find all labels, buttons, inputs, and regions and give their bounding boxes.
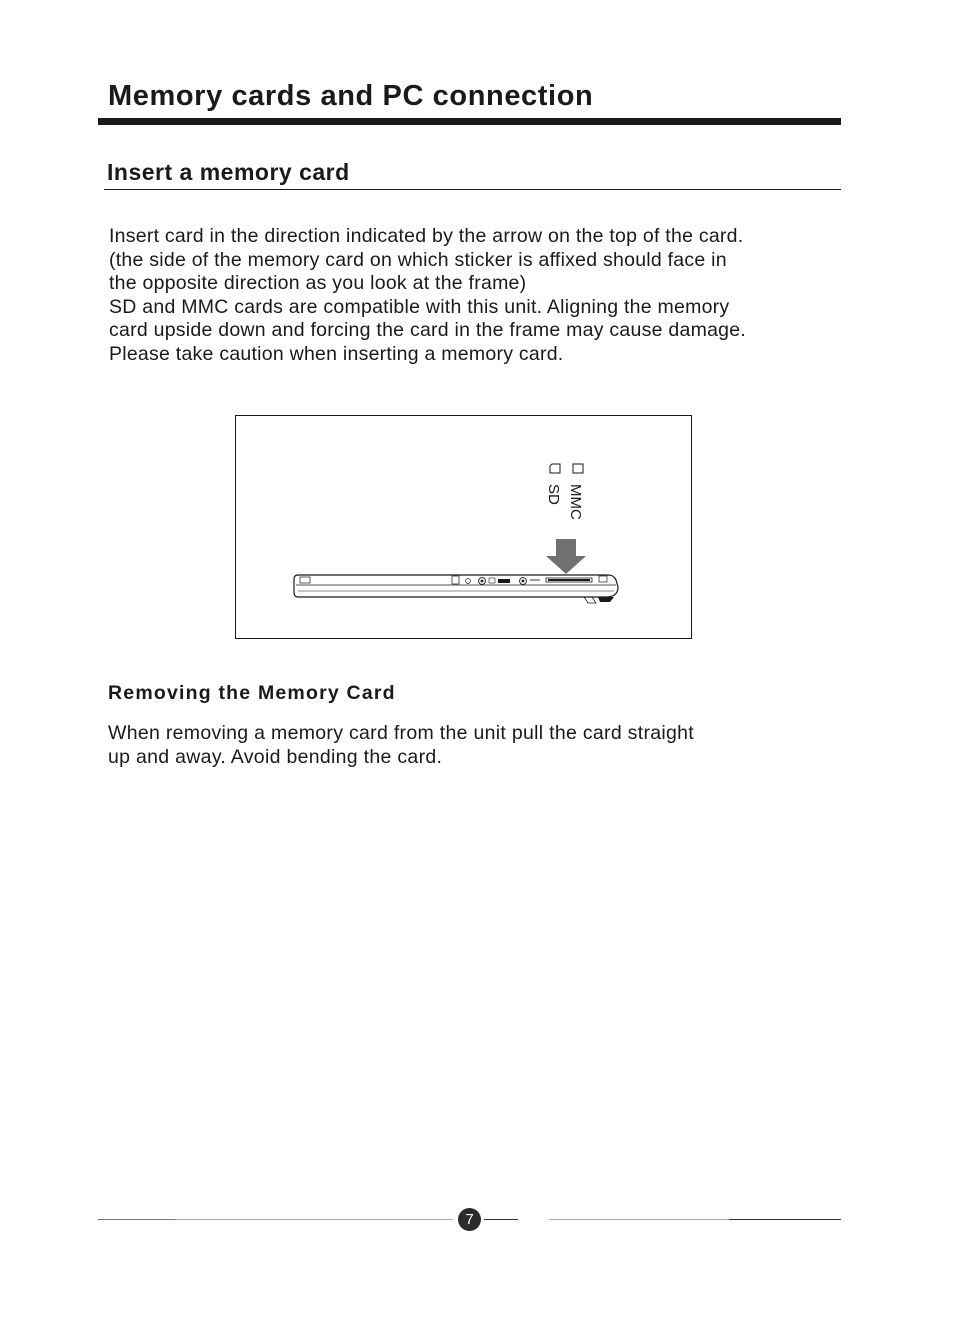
sd-card-icon: [550, 464, 560, 473]
removal-instructions: [108, 722, 694, 770]
card-insertion-figure: [235, 415, 692, 639]
insert-direction-arrow-icon: [546, 539, 586, 574]
section-title-removing: Removing the Memory Card: [108, 682, 396, 704]
instruction-line: SD and MMC cards are compatible with this unit. Aligning the memory: [109, 295, 730, 318]
mmc-card-icon: [573, 464, 583, 473]
mmc-label: MMC: [567, 484, 584, 520]
footer-rule-mid: [484, 1219, 518, 1220]
instruction-line: the opposite direction as you look at the frame): [109, 272, 527, 295]
footer-rule-left: [175, 1219, 453, 1220]
device-side-view: [294, 575, 618, 603]
instruction-line: Please take caution when inserting a memory card.: [109, 342, 564, 365]
instruction-line: card upside down and forcing the card in the frame may cause damage.: [109, 319, 747, 342]
card-labels: [545, 464, 584, 520]
removal-line: When removing a memory card from the unit pull the card straight: [108, 722, 695, 744]
section-title-insert: Insert a memory card: [107, 159, 350, 185]
removal-line: up and away. Avoid bending the card.: [108, 745, 443, 768]
instruction-line: (the side of the memory card on which sticker is affixed should face in: [109, 248, 727, 271]
footer-rule-right: [549, 1219, 729, 1220]
insert-instructions: [109, 225, 849, 367]
instruction-line: Insert card in the direction indicated by the arrow on the top of the card.: [109, 225, 744, 247]
page-number-badge: 7: [458, 1208, 481, 1231]
page-title: Memory cards and PC connection: [108, 80, 594, 112]
sd-label: SD: [545, 484, 562, 505]
footer-rule-left-dark: [98, 1219, 175, 1220]
device-illustration: [236, 416, 693, 640]
footer-rule-right-dark: [729, 1219, 841, 1220]
title-rule: [98, 118, 841, 125]
section-rule: [104, 189, 841, 190]
